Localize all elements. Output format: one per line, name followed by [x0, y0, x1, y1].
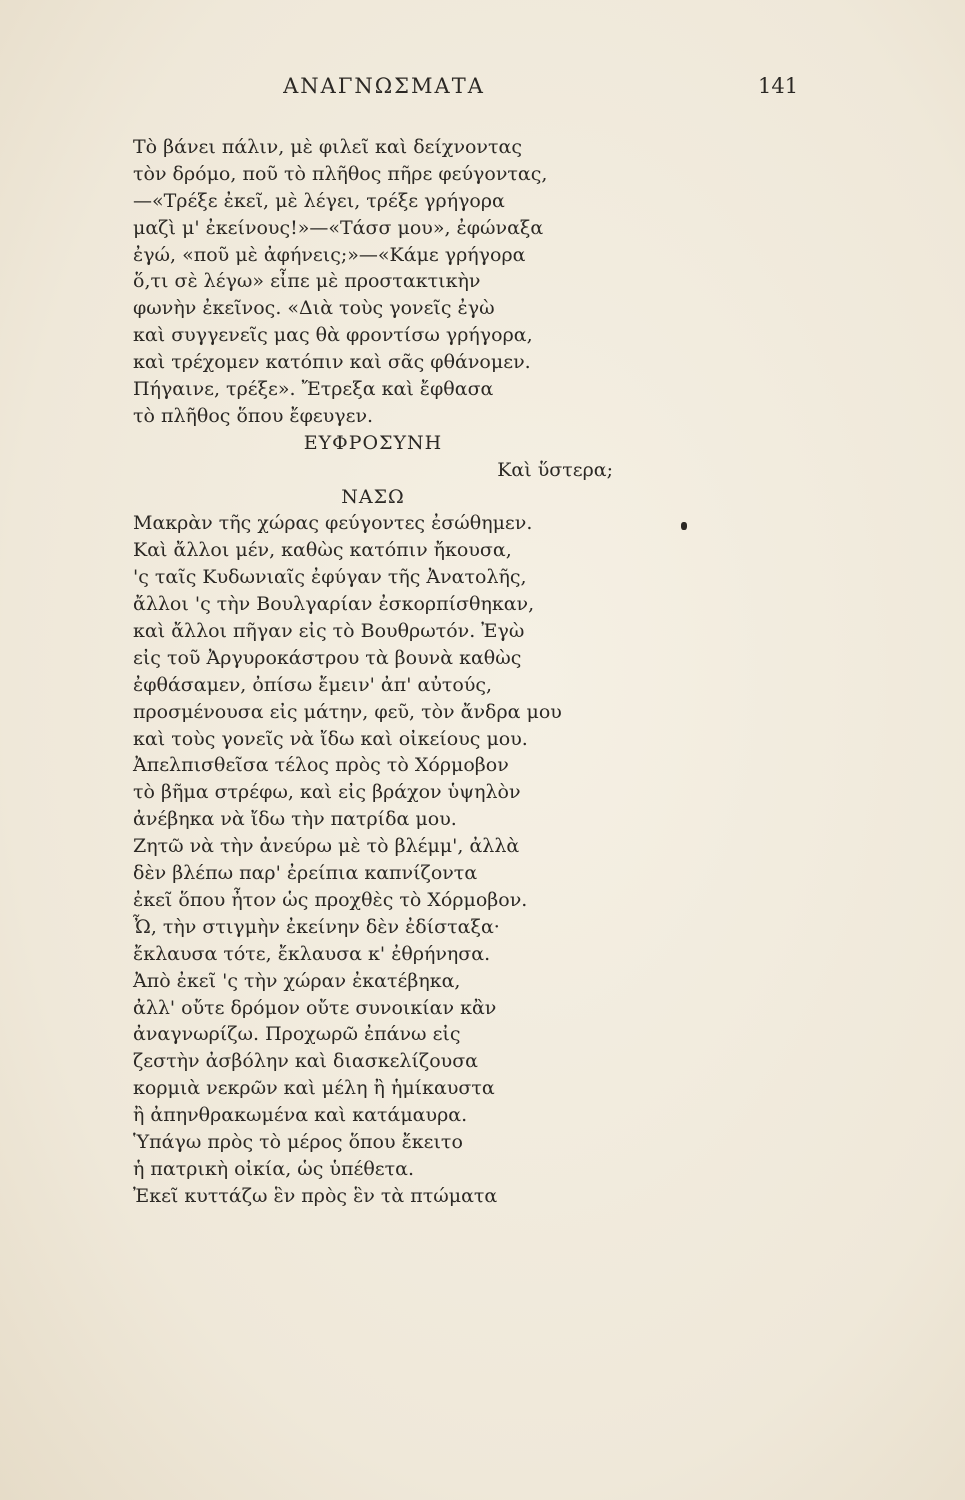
text-line: Ὑπάγω πρὸς τὸ μέρος ὅπου ἔκειτο — [133, 1130, 463, 1153]
text-line: προσμένουσα εἰς μάτην, φεῦ, τὸν ἄνδρα μου — [133, 700, 562, 723]
text-line: καὶ ἄλλοι πῆγαν εἰς τὸ Βουθρωτόν. Ἐγὼ — [133, 620, 525, 643]
text-line: Μακρὰν τῆς χώρας φεύγοντες ἐσώθημεν. — [133, 512, 533, 535]
text-line: Ἀπελπισθεῖσα τέλος πρὸς τὸ Χόρμοβον — [133, 754, 509, 777]
text-line: φωνὴν ἐκεῖνος. «Διὰ τοὺς γονεῖς ἐγὼ — [133, 297, 495, 320]
text-line: καὶ τοὺς γονεῖς νὰ ἴδω καὶ οἰκείους μου. — [133, 727, 528, 750]
text-line: καὶ συγγενεῖς μας θὰ φροντίσω γρήγορα, — [133, 324, 533, 347]
text-line: ἢ ἀπηνθρακωμένα καὶ κατάμαυρα. — [133, 1104, 468, 1127]
text-line: ἄλλοι 'ς τὴν Βουλγαρίαν ἐσκορπίσθηκαν, — [133, 593, 535, 616]
text-line: ἐγώ, «ποῦ μὲ ἀφήνεις;»—«Κάμε γρήγορα — [133, 243, 526, 266]
text-line: καὶ τρέχομεν κατόπιν καὶ σᾶς φθάνομεν. — [133, 351, 531, 374]
text-line: ζεστὴν ἀσβόλην καὶ διασκελίζουσα — [133, 1050, 479, 1073]
text-line: Ἀπὸ ἐκεῖ 'ς τὴν χώραν ἐκατέβηκα, — [133, 969, 461, 992]
text-line: Καὶ ἄλλοι μέν, καθὼς κατόπιν ἤκουσα, — [133, 539, 512, 562]
text-line: τὸ βῆμα στρέφω, καὶ εἰς βράχον ὑψηλὸν — [133, 781, 521, 804]
text-line: κορμιὰ νεκρῶν καὶ μέλη ἢ ἡμίκαυστα — [133, 1077, 495, 1100]
text-line: ἡ πατρικὴ οἰκία, ὡς ὑπέθετα. — [133, 1157, 415, 1180]
text-line: εἰς τοῦ Ἀργυροκάστρου τὰ βουνὰ καθὼς — [133, 646, 522, 669]
running-title: ΑΝΑΓΝΩΣΜΑΤΑ — [283, 74, 485, 98]
text-line: Ζητῶ νὰ τὴν ἀνεύρω μὲ τὸ βλέμμ', ἀλλὰ — [133, 835, 520, 858]
ink-spot — [681, 522, 687, 530]
speaker-euphrosyne: ΕΥΦΡΟΣΥΝΗ — [303, 431, 443, 454]
text-body — [133, 134, 613, 1210]
text-line: Καὶ ὕστερα; — [497, 458, 613, 481]
text-line: μαζὶ μ' ἐκείνους!»—«Τάσσ μου», ἐφώναξα — [133, 216, 544, 239]
speaker-naso: ΝΑΣΩ — [341, 485, 405, 508]
page-number: 141 — [758, 74, 799, 98]
text-line: Πήγαινε, τρέξε». Ἔτρεξα καὶ ἔφθασα — [133, 378, 494, 401]
text-line: ἀναγνωρίζω. Προχωρῶ ἐπάνω εἰς — [133, 1023, 461, 1046]
text-line: ἐφθάσαμεν, ὀπίσω ἔμειν' ἀπ' αὐτούς, — [133, 673, 493, 696]
text-line: Ὦ, τὴν στιγμὴν ἐκείνην δὲν ἐδίσταξα· — [133, 915, 500, 938]
text-line: ἐκεῖ ὅπου ἦτον ὡς προχθὲς τὸ Χόρμοβον. — [133, 888, 528, 911]
text-line: ἀλλ' οὔτε δρόμον οὔτε συνοικίαν κἂν — [133, 996, 497, 1019]
text-line: Τὸ βάνει πάλιν, μὲ φιλεῖ καὶ δείχνοντας — [133, 136, 522, 158]
text-line: —«Τρέξε ἐκεῖ, μὲ λέγει, τρέξε γρήγορα — [133, 189, 505, 212]
text-line: ἀνέβηκα νὰ ἴδω τὴν πατρίδα μου. — [133, 808, 457, 831]
text-line: τὸν δρόμο, ποῦ τὸ πλῆθος πῆρε φεύγοντας, — [133, 162, 548, 185]
text-line: τὸ πλῆθος ὅπου ἔφευγεν. — [133, 404, 374, 427]
text-line: ὅ,τι σὲ λέγω» εἶπε μὲ προστακτικὴν — [133, 270, 481, 293]
text-line: 'ς ταῖς Κυδωνιαῖς ἐφύγαν τῆς Ἀνατολῆς, — [133, 566, 527, 589]
text-line: ἔκλαυσα τότε, ἔκλαυσα κ' ἐθρήνησα. — [133, 942, 491, 965]
text-line: Ἐκεῖ κυττάζω ἓν πρὸς ἓν τὰ πτώματα — [133, 1184, 498, 1207]
text-line: δὲν βλέπω παρ' ἐρείπια καπνίζοντα — [133, 862, 478, 885]
